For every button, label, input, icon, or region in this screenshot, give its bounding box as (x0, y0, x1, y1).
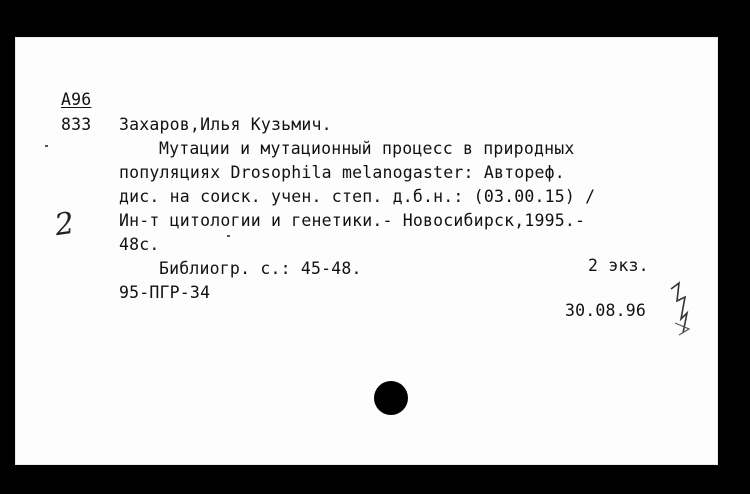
speck (45, 145, 48, 147)
copies-count: 2 экз. (588, 256, 649, 275)
shelf-code: А96 (61, 90, 92, 109)
title-line: дис. на соиск. учен. степ. д.б.н.: (03.00.15) / (119, 187, 596, 206)
stamp-date: 30.08.96 (565, 301, 647, 320)
shelf-number: 833 (61, 115, 92, 134)
catalog-card (15, 37, 718, 465)
speck (227, 235, 230, 237)
handwritten-mark: 2 (52, 205, 77, 244)
checkmark-stamp-icon (667, 279, 695, 339)
punch-hole (374, 381, 408, 415)
title-line: Мутации и мутационный процесс в природных (159, 139, 575, 158)
title-line: 48с. (119, 235, 160, 254)
bibliography-note: Библиогр. с.: 45-48. (159, 259, 362, 278)
title-line: популяциях Drosophila melanogaster: Автореф. (119, 163, 565, 182)
title-line: Ин-т цитологии и генетики.- Новосибирск,1995.- (119, 211, 586, 230)
registration-number: 95-ПГР-34 (119, 283, 211, 302)
author-heading: Захаров,Илья Кузьмич. (119, 115, 332, 134)
